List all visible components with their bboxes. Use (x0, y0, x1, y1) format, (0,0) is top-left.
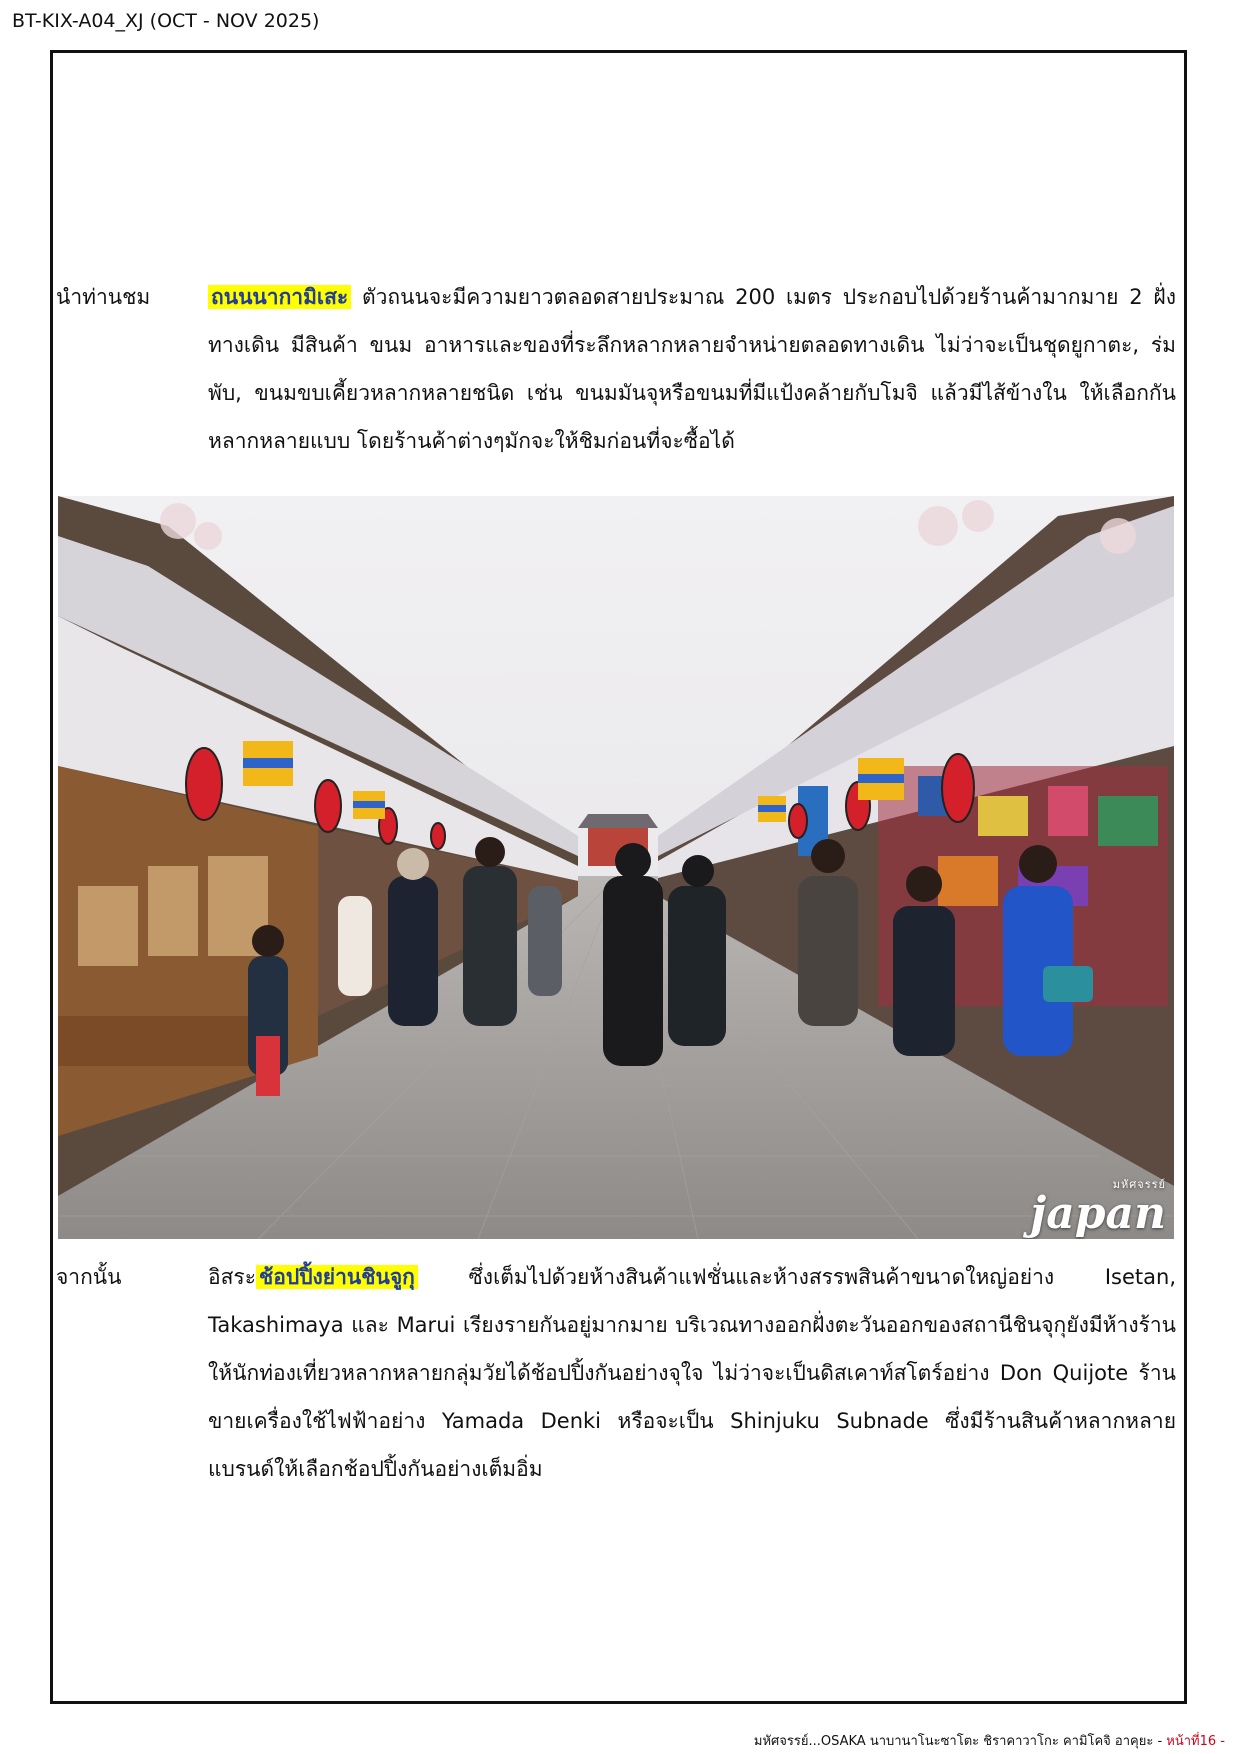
section-label: นำท่านชม (56, 285, 151, 309)
highlight-place: ถนนนากามิเสะ (208, 285, 351, 309)
page-footer (754, 1730, 1225, 1751)
watermark-big-text: japan (1030, 1188, 1166, 1239)
watermark-small-text: มหัศจรรย์ (1112, 1178, 1166, 1191)
watermark-logo (1030, 1175, 1166, 1239)
itinerary-section-shinjuku (56, 1253, 1176, 1513)
street-photo (58, 496, 1174, 1239)
document-code: BT-KIX-A04_XJ (OCT - NOV 2025) (12, 10, 320, 32)
description-text: ตัวถนนจะมีความยาวตลอดสายประมาณ 200 เมตร ประกอบไปด้วยร้านค้ามากมาย 2 ฝั่งทางเดิน มีสินค้า ขนม อาหารและของที่ระลึกหลากหลายจำหน่ายตลอดทางเดิน ไม่ว่าจะเป็นชุดยูกาตะ, ร่มพับ, ขนมขบเคี้ยวหลากหลายชนิด เช่น ขนมมันจุหรือขนมที่มีแป้งคล้ายกับโมจิ แล้วมีไส้ข้างใน ให้เลือกกันหลากหลายแบบ โดยร้านค้าต่างๆมักจะให้ชิมก่อนที่จะซื้อได้ (208, 285, 1176, 453)
description-text: ซึ่งเต็มไปด้วยห้างสินค้าแฟชั่นและห้างสรรพสินค้าขนาดใหญ่อย่าง Isetan, Takashimaya และ Marui เรียงรายกันอยู่มากมาย บริเวณทางออกฝั่งตะวันออกของสถานีชินจุกุยังมีห้างร้านให้นักท่องเที่ยวหลากหลายกลุ่มวัยได้ช้อปปิ้งกันอย่างจุใจ ไม่ว่าจะเป็นดิสเคาท์สโตร์อย่าง Don Quijote ร้านขายเครื่องใช้ไฟฟ้าอย่าง Yamada Denki หรือจะเป็น Shinjuku Subnade ซึ่งมีร้านสินค้าหลากหลายแบรนด์ให้เลือกช้อปปิ้งกันอย่างเต็มอิ่ม (208, 1265, 1176, 1481)
section-body (208, 1253, 1176, 1493)
highlight-place: ช้อปปิ้งย่านชินจูกุ (256, 1265, 418, 1289)
footer-text: มหัศจรรย์...OSAKA นาบานาโนะซาโตะ ชิราคาวาโกะ คามิโคจิ อาคุยะ - (753, 1734, 1167, 1749)
page-number: หน้าที่16 - (1166, 1734, 1225, 1749)
section-body (208, 273, 1176, 465)
prefix-text: อิสระ (208, 1265, 256, 1289)
section-label: จากนั้น (56, 1265, 122, 1289)
nakamise-street-illustration (58, 496, 1174, 1239)
itinerary-section-nakamise (56, 273, 1176, 473)
